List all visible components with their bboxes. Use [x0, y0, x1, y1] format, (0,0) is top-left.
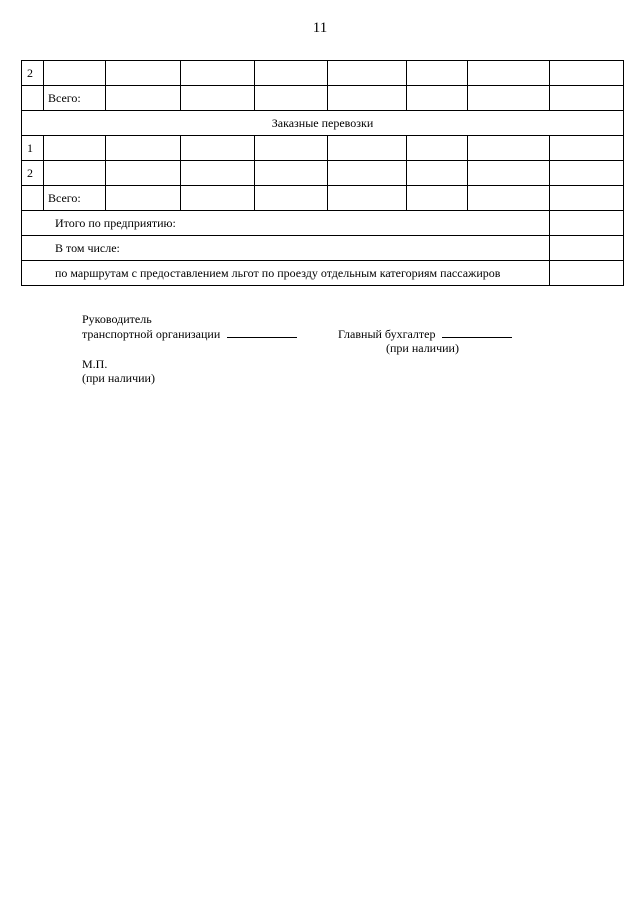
data-cell — [106, 61, 181, 86]
data-cell — [468, 61, 550, 86]
head-organization-line — [82, 326, 297, 341]
data-cell — [106, 186, 181, 211]
data-cell — [255, 186, 328, 211]
page-number: 11 — [312, 20, 328, 36]
head-signature-line — [227, 326, 297, 338]
table-row — [22, 161, 624, 186]
including-row — [22, 236, 624, 261]
data-cell — [328, 136, 407, 161]
head-signature-block — [82, 312, 297, 341]
route-cell — [44, 161, 106, 186]
data-cell — [550, 236, 624, 261]
data-cell — [255, 86, 328, 111]
table-row — [22, 61, 624, 86]
stamp-if-any: (при наличии) — [82, 371, 155, 385]
subtotal-label-cell: Всего: — [44, 86, 106, 111]
total-row — [22, 211, 624, 236]
table-row — [22, 136, 624, 161]
data-cell — [550, 161, 624, 186]
data-cell — [328, 61, 407, 86]
data-cell — [328, 86, 407, 111]
data-cell — [550, 61, 624, 86]
data-cell — [255, 61, 328, 86]
data-cell — [407, 136, 468, 161]
accountant-signature-line — [442, 326, 512, 338]
including-label: В том числе: — [22, 236, 550, 261]
head-title: Руководитель — [82, 312, 152, 326]
data-cell — [407, 161, 468, 186]
route-cell — [44, 136, 106, 161]
accountant-line — [338, 326, 512, 341]
data-cell — [550, 261, 624, 286]
row-number-cell — [22, 186, 44, 211]
data-cell — [550, 86, 624, 111]
data-cell — [468, 186, 550, 211]
report-table — [21, 60, 624, 286]
data-cell — [181, 161, 255, 186]
benefit-routes-label: по маршрутам с предоставлением льгот по проезду отдельным категориям пассажиров — [22, 261, 550, 286]
data-cell — [181, 86, 255, 111]
data-cell — [328, 161, 407, 186]
data-cell — [468, 136, 550, 161]
total-enterprise-label: Итого по предприятию: — [22, 211, 550, 236]
table-row — [22, 186, 624, 211]
data-cell — [407, 61, 468, 86]
data-cell — [255, 161, 328, 186]
section-header-row — [22, 111, 624, 136]
data-cell — [468, 161, 550, 186]
data-cell — [550, 211, 624, 236]
row-number-cell: 1 — [22, 136, 44, 161]
data-cell — [255, 136, 328, 161]
stamp-label: М.П. — [82, 357, 108, 371]
row-number-cell — [22, 86, 44, 111]
data-cell — [106, 161, 181, 186]
head-organization-label: транспортной организации — [82, 327, 221, 341]
data-cell — [106, 86, 181, 111]
data-cell — [550, 186, 624, 211]
section-title: Заказные перевозки — [22, 111, 624, 136]
stamp-block — [82, 357, 155, 385]
benefit-routes-row — [22, 261, 624, 286]
data-cell — [181, 136, 255, 161]
row-number-cell: 2 — [22, 161, 44, 186]
table-row — [22, 86, 624, 111]
data-cell — [328, 186, 407, 211]
accountant-signature-block — [338, 326, 512, 355]
data-cell — [181, 61, 255, 86]
data-cell — [407, 186, 468, 211]
accountant-if-any: (при наличии) — [386, 341, 459, 355]
data-cell — [407, 86, 468, 111]
data-cell — [550, 136, 624, 161]
data-cell — [468, 86, 550, 111]
subtotal-label-cell: Всего: — [44, 186, 106, 211]
chief-accountant-label: Главный бухгалтер — [338, 327, 436, 341]
data-cell — [106, 136, 181, 161]
data-cell — [181, 186, 255, 211]
route-cell — [44, 61, 106, 86]
row-number-cell: 2 — [22, 61, 44, 86]
